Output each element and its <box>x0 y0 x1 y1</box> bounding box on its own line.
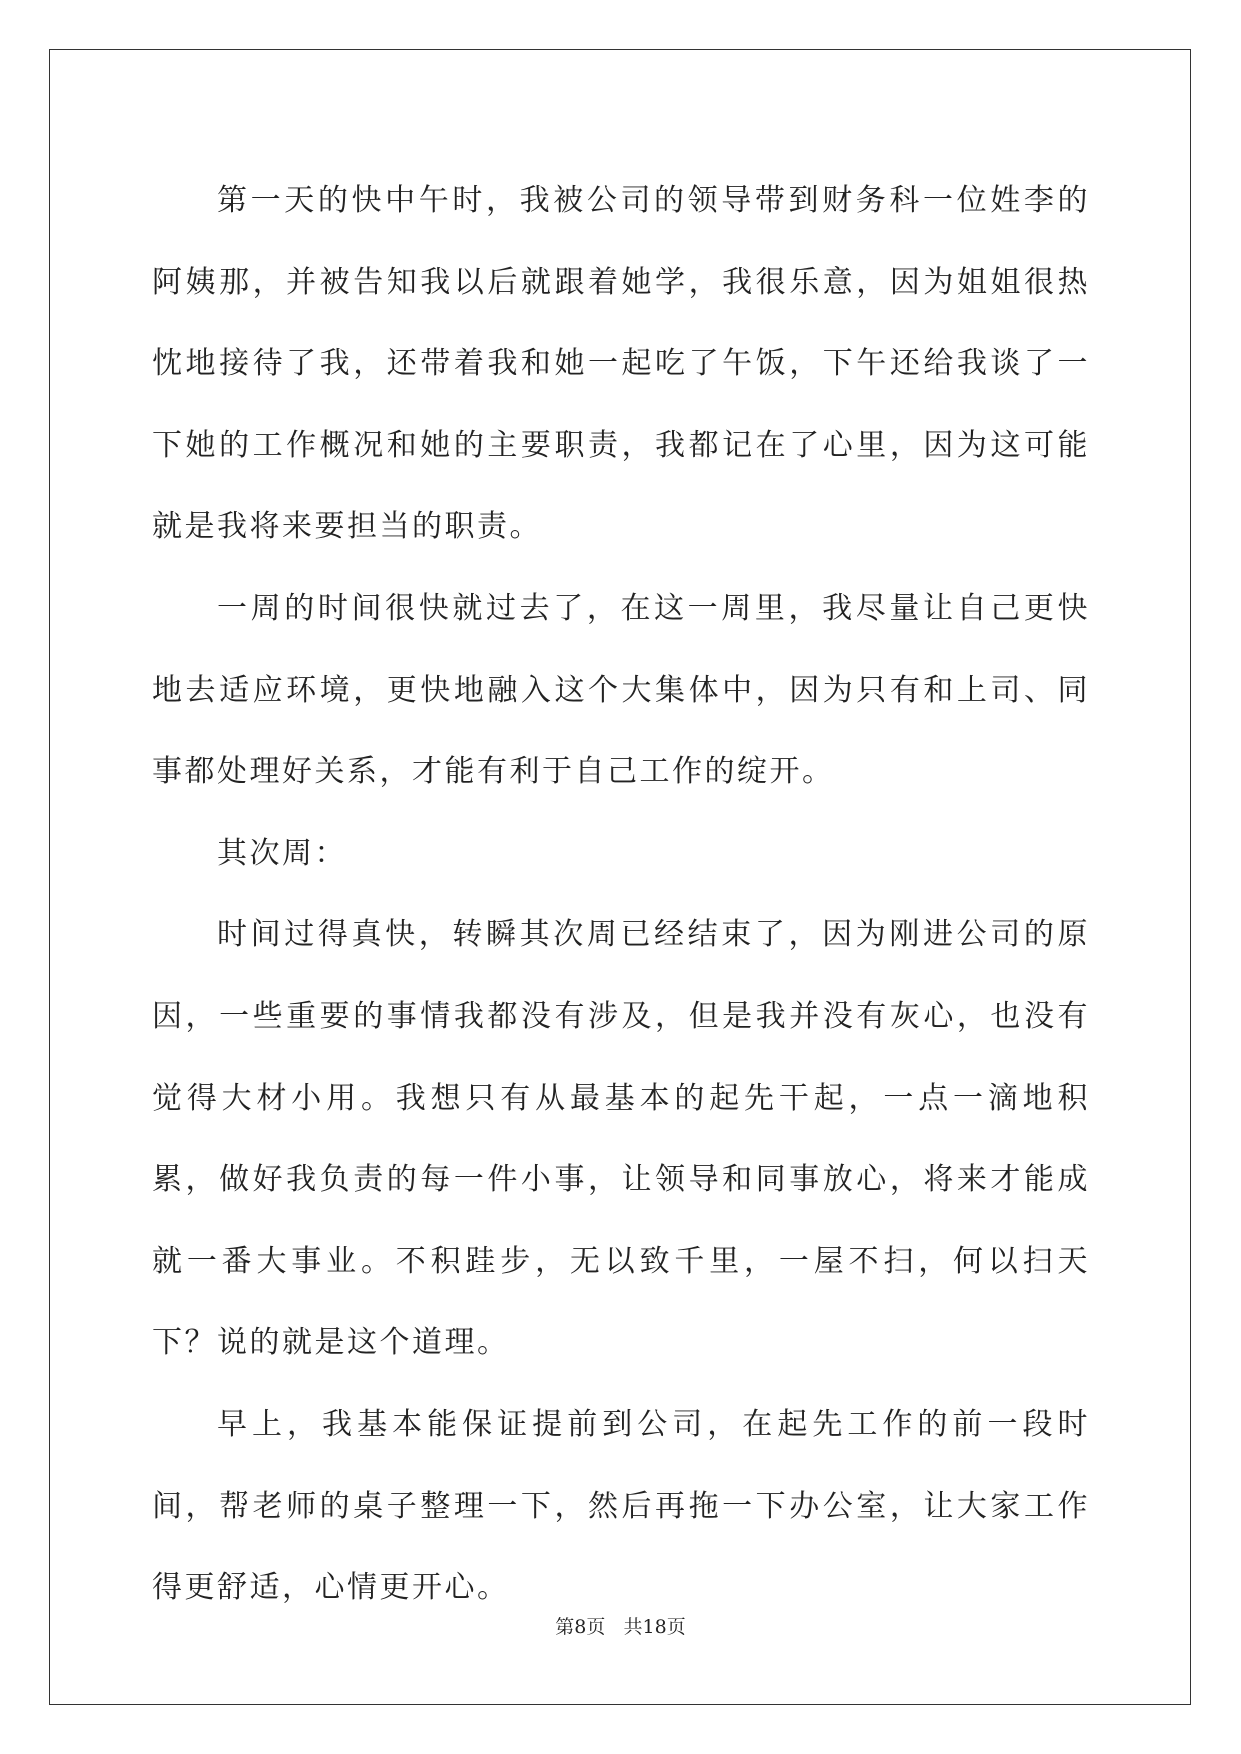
paragraph-1: 第一天的快中午时，我被公司的领导带到财务科一位姓李的阿姨那，并被告知我以后就跟着她学，我很乐意，因为姐姐很热忱地接待了我，还带着我和她一起吃了午饭，下午还给我谈了一下她的工作概况和她的主要职责，我都记在了心里，因为这可能就是我将来要担当的职责。 <box>152 183 1090 545</box>
paragraph-3-heading: 其次周： <box>217 835 347 871</box>
page-footer <box>0 1612 1241 1639</box>
paragraph-2: 一周的时间很快就过去了，在这一周里，我尽量让自己更快地去适应环境，更快地融入这个大集体中，因为只有和上司、同事都处理好关系，才能有利于自己工作的绽开。 <box>152 590 1090 790</box>
paragraph-5: 早上，我基本能保证提前到公司，在起先工作的前一段时间，帮老师的桌子整理一下，然后再拖一下办公室，让大家工作得更舒适，心情更开心。 <box>152 1406 1090 1606</box>
paragraph-4: 时间过得真快，转瞬其次周已经结束了，因为刚进公司的原因，一些重要的事情我都没有涉及，但是我并没有灰心，也没有觉得大材小用。我想只有从最基本的起先干起，一点一滴地积累，做好我负责的每一件小事，让领导和同事放心，将来才能成就一番大事业。不积跬步，无以致千里，一屋不扫，何以扫天下？说的就是这个道理。 <box>152 917 1090 1361</box>
document-body <box>152 160 1090 1629</box>
total-pages: 共18页 <box>623 1616 686 1638</box>
current-page-number: 第8页 <box>555 1616 606 1638</box>
